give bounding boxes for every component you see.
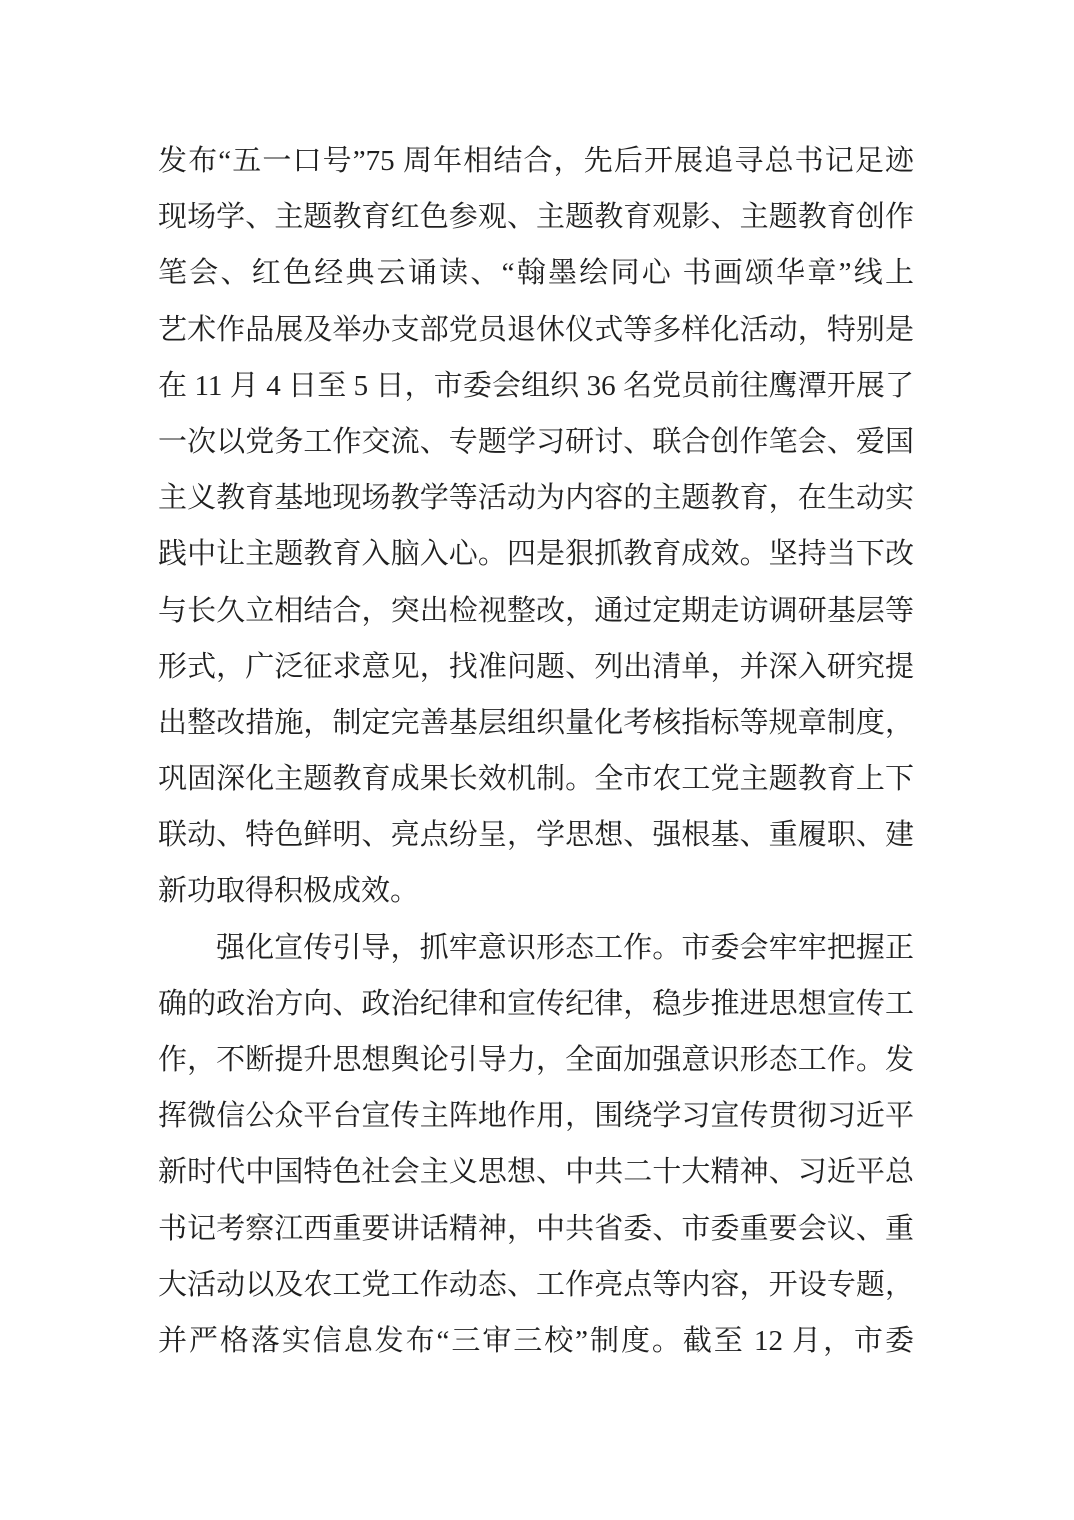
text-line: 出整改措施，制定完善基层组织量化考核指标等规章制度，	[158, 706, 914, 739]
text-line: 并严格落实信息发布“三审三校”制度。截至 12 月，市委	[158, 1324, 914, 1357]
body-text-block	[158, 133, 914, 1369]
text-line: 书记考察江西重要讲话精神，中共省委、市委重要会议、重	[158, 1212, 914, 1245]
text-line: 巩固深化主题教育成果长效机制。全市农工党主题教育上下	[158, 763, 914, 796]
text-line: 大活动以及农工党工作动态、工作亮点等内容，开设专题，	[158, 1268, 914, 1301]
text-line: 主义教育基地现场教学等活动为内容的主题教育，在生动实	[158, 482, 914, 515]
text-line: 作，不断提升思想舆论引导力，全面加强意识形态工作。发	[158, 1044, 914, 1076]
text-line: 发布“五一口号”75 周年相结合，先后开展追寻总书记足迹	[158, 145, 914, 177]
text-line: 现场学、主题教育红色参观、主题教育观影、主题教育创作	[158, 201, 914, 234]
text-line: 形式，广泛征求意见，找准问题、列出清单，并深入研究提	[158, 650, 914, 683]
text-line: 践中让主题教育入脑入心。四是狠抓教育成效。坚持当下改	[158, 538, 914, 571]
text-line: 艺术作品展及举办支部党员退休仪式等多样化活动，特别是	[158, 313, 914, 346]
text-line: 在 11 月 4 日至 5 日，市委会组织 36 名党员前往鹰潭开展了	[158, 369, 914, 402]
text-line: 强化宣传引导，抓牢意识形态工作。市委会牢牢把握正	[216, 931, 914, 964]
text-line: 挥微信公众平台宣传主阵地作用，围绕学习宣传贯彻习近平	[158, 1100, 914, 1133]
text-line: 新功取得积极成效。	[158, 875, 420, 908]
text-line: 联动、特色鲜明、亮点纷呈，学思想、强根基、重履职、建	[158, 819, 914, 852]
text-line: 笔会、红色经典云诵读、“翰墨绘同心 书画颂华章”线上	[158, 257, 914, 290]
text-line: 与长久立相结合，突出检视整改，通过定期走访调研基层等	[158, 594, 914, 627]
text-line: 确的政治方向、政治纪律和宣传纪律，稳步推进思想宣传工	[158, 987, 914, 1020]
text-line: 新时代中国特色社会主义思想、中共二十大精神、习近平总	[158, 1156, 914, 1189]
text-line: 一次以党务工作交流、专题学习研讨、联合创作笔会、爱国	[158, 425, 914, 458]
